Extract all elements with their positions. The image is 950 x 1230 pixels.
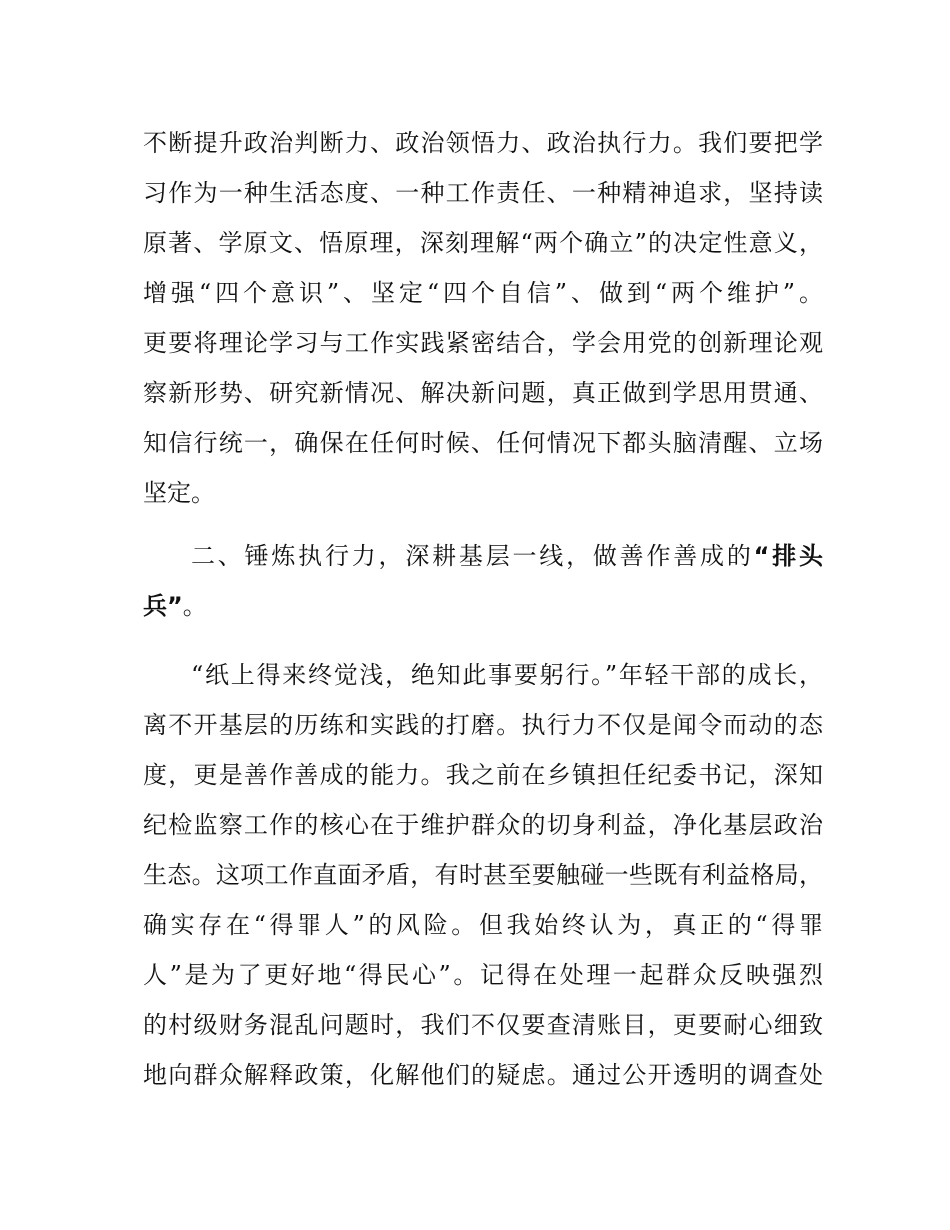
paragraph-2-line-2: 离不开基层的历练和实践的打磨。执行力不仅是闻令而动的态 bbox=[143, 711, 823, 739]
paragraph-2-line-6: 确实存在“得罪人”的风险。但我始终认为，真正的“得罪 bbox=[143, 911, 823, 939]
section-heading-text: 二、锤炼执行力，深耕基层一线，做善作善成的 bbox=[191, 542, 754, 570]
paragraph-1-line-7: 知信行统一，确保在任何时候、任何情况下都头脑清醒、立场 bbox=[143, 429, 823, 457]
paragraph-2-line-5: 生态。这项工作直面矛盾，有时甚至要触碰一些既有利益格局， bbox=[143, 861, 823, 889]
section-heading-line-2 bbox=[143, 591, 823, 621]
paragraph-2-line-7: 人”是为了更好地“得民心”。记得在处理一起群众反映强烈 bbox=[143, 961, 823, 989]
section-heading-line-1 bbox=[191, 541, 823, 571]
paragraph-2-line-3: 度，更是善作善成的能力。我之前在乡镇担任纪委书记，深知 bbox=[143, 761, 823, 789]
paragraph-1-line-4: 增强“四个意识”、坚定“四个自信”、做到“两个维护”。 bbox=[143, 279, 823, 307]
section-heading-bold-text: “排头 bbox=[753, 542, 823, 570]
paragraph-1-line-3: 原著、学原文、悟原理，深刻理解“两个确立”的决定性意义， bbox=[143, 229, 823, 257]
paragraph-1-line-2: 习作为一种生活态度、一种工作责任、一种精神追求，坚持读 bbox=[143, 179, 823, 207]
paragraph-1-line-8: 坚定。 bbox=[143, 479, 215, 507]
paragraph-2-line-8: 的村级财务混乱问题时，我们不仅要查清账目，更要耐心细致 bbox=[143, 1011, 823, 1039]
paragraph-1-line-5: 更要将理论学习与工作实践紧密结合，学会用党的创新理论观 bbox=[143, 329, 823, 357]
section-heading-period: 。 bbox=[182, 592, 207, 620]
section-heading-bold-text-end: 兵” bbox=[143, 592, 183, 620]
paragraph-2-line-4: 纪检监察工作的核心在于维护群众的切身利益，净化基层政治 bbox=[143, 811, 823, 839]
paragraph-1-line-1: 不断提升政治判断力、政治领悟力、政治执行力。我们要把学 bbox=[143, 129, 823, 157]
paragraph-2-line-1: “纸上得来终觉浅，绝知此事要躬行。”年轻干部的成长， bbox=[191, 661, 823, 689]
paragraph-1-line-6: 察新形势、研究新情况、解决新问题，真正做到学思用贯通、 bbox=[143, 379, 823, 407]
paragraph-2-line-9: 地向群众解释政策，化解他们的疑虑。通过公开透明的调查处 bbox=[143, 1061, 823, 1089]
